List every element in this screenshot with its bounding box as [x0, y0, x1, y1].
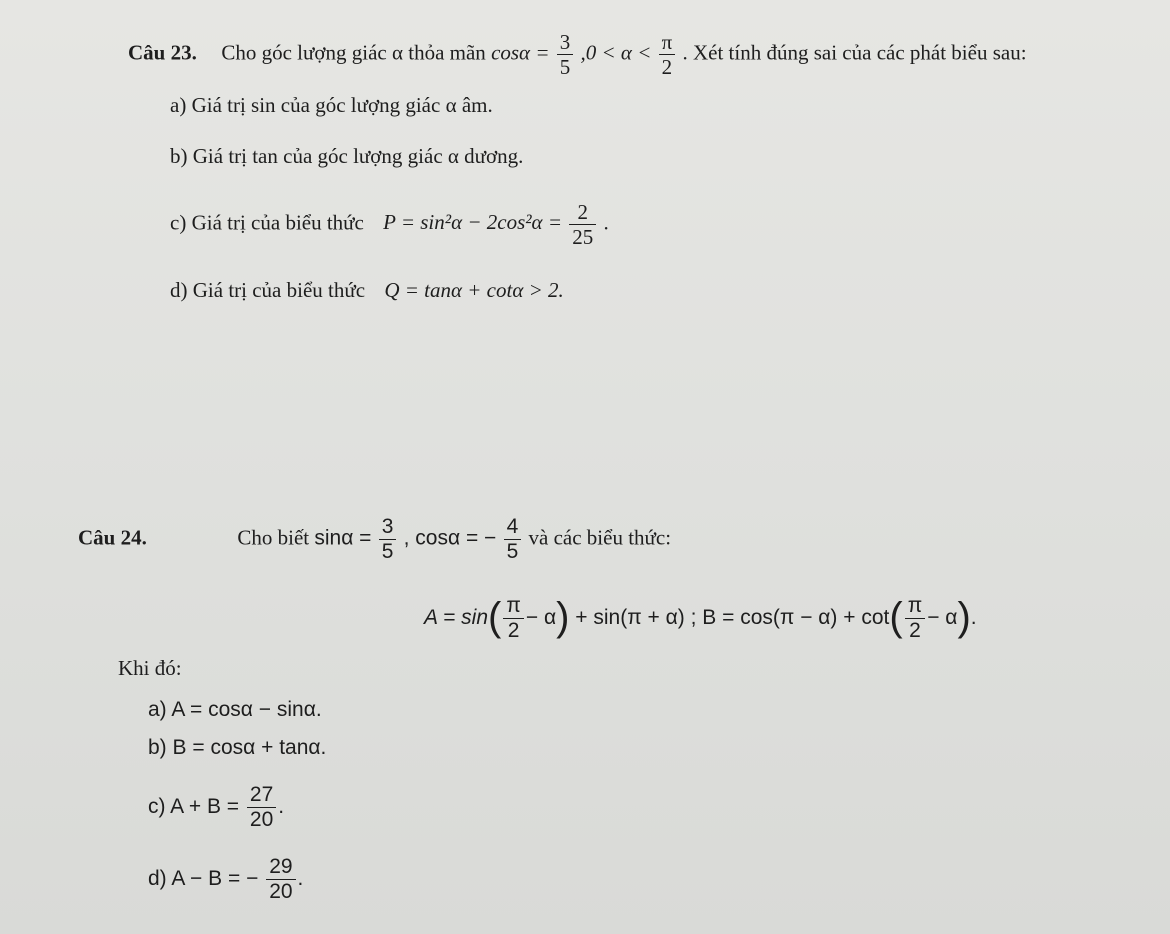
q23-d-expr: Q = tanα + cotα > 2.: [384, 278, 564, 302]
q24-d-label: d) A − B = −: [148, 867, 259, 891]
q23-c-label: c) Giá trị của biểu thức: [170, 210, 364, 235]
q23-d-label: d) Giá trị của biểu thức: [170, 278, 366, 302]
q24-sin-frac: $\frac{3}{5}$: [379, 515, 397, 564]
q24-pi-frac-2: $\frac{\pi}{2}$: [905, 594, 926, 643]
q24-expressions: A = sin( $\frac{\pi}{2}$ − α) + sin(π + α) ; B = cos(π − α) + cot( $\frac{\pi}{2}$ − α).: [424, 594, 977, 642]
q23-intro-text: Cho góc lượng giác α thỏa mãn: [221, 40, 486, 65]
q24-c-post: .: [278, 795, 285, 819]
q23-cond-mid: ,0 < α <: [580, 40, 652, 65]
q24-pi-frac-1: $\frac{\pi}{2}$: [503, 594, 524, 643]
q24-cos-frac: $\frac{4}{5}$: [504, 515, 522, 564]
q24-given-post: và các biểu thức:: [528, 525, 672, 550]
q24-given-line: [78, 515, 671, 564]
q23-cond-frac-pi: $\frac{\pi}{2}$: [659, 30, 676, 79]
q24-given-pre: Cho biết: [237, 525, 310, 550]
q24-expr-a-left: A = sin: [424, 606, 489, 630]
q24-option-a: a) A = cosα − sinα.: [148, 698, 322, 721]
q24-option-b: b) B = cosα + tanα.: [148, 736, 327, 759]
q23-cond-frac: $\frac{3}{5}$: [557, 30, 574, 79]
q23-option-a: a) Giá trị sin của góc lượng giác α âm.: [170, 93, 493, 117]
q24-title: Câu 24.: [78, 525, 147, 550]
q23-option-d: [170, 277, 564, 303]
q24-option-c: [148, 783, 284, 832]
q24-c-label: c) A + B =: [148, 795, 240, 819]
q23-intro-post: . Xét tính đúng sai của các phát biểu sau:: [682, 40, 1027, 65]
q24-d-post: .: [297, 867, 304, 891]
q23-intro-line: [128, 30, 1027, 79]
q23-option-b: b) Giá trị tan của góc lượng giác α dương.: [170, 144, 524, 168]
q24-minus-alpha-1: − α: [525, 606, 557, 630]
q23-c-post: .: [603, 210, 609, 235]
q24-c-frac: $\frac{27}{20}$: [247, 783, 276, 832]
q24-sin: sinα =: [314, 526, 372, 550]
q24-khi-do: Khi đó:: [118, 656, 182, 680]
q23-c-frac: $\frac{2}{25}$: [569, 200, 596, 249]
q23-title: Câu 23.: [128, 40, 197, 65]
q24-d-frac: $\frac{29}{20}$: [266, 855, 295, 904]
q24-option-d: [148, 855, 303, 904]
q24-expr-right: + sin(π + α) ; B = cos(π − α) + cot: [575, 606, 890, 630]
q24-end: .: [970, 606, 977, 630]
q23-cond-left: cosα =: [491, 40, 550, 65]
q23-c-expr: P = sin²α − 2cos²α =: [383, 210, 562, 235]
q23-option-c: [170, 200, 609, 249]
q24-cos: , cosα = −: [403, 526, 497, 550]
q24-minus-alpha-2: − α: [927, 606, 958, 630]
